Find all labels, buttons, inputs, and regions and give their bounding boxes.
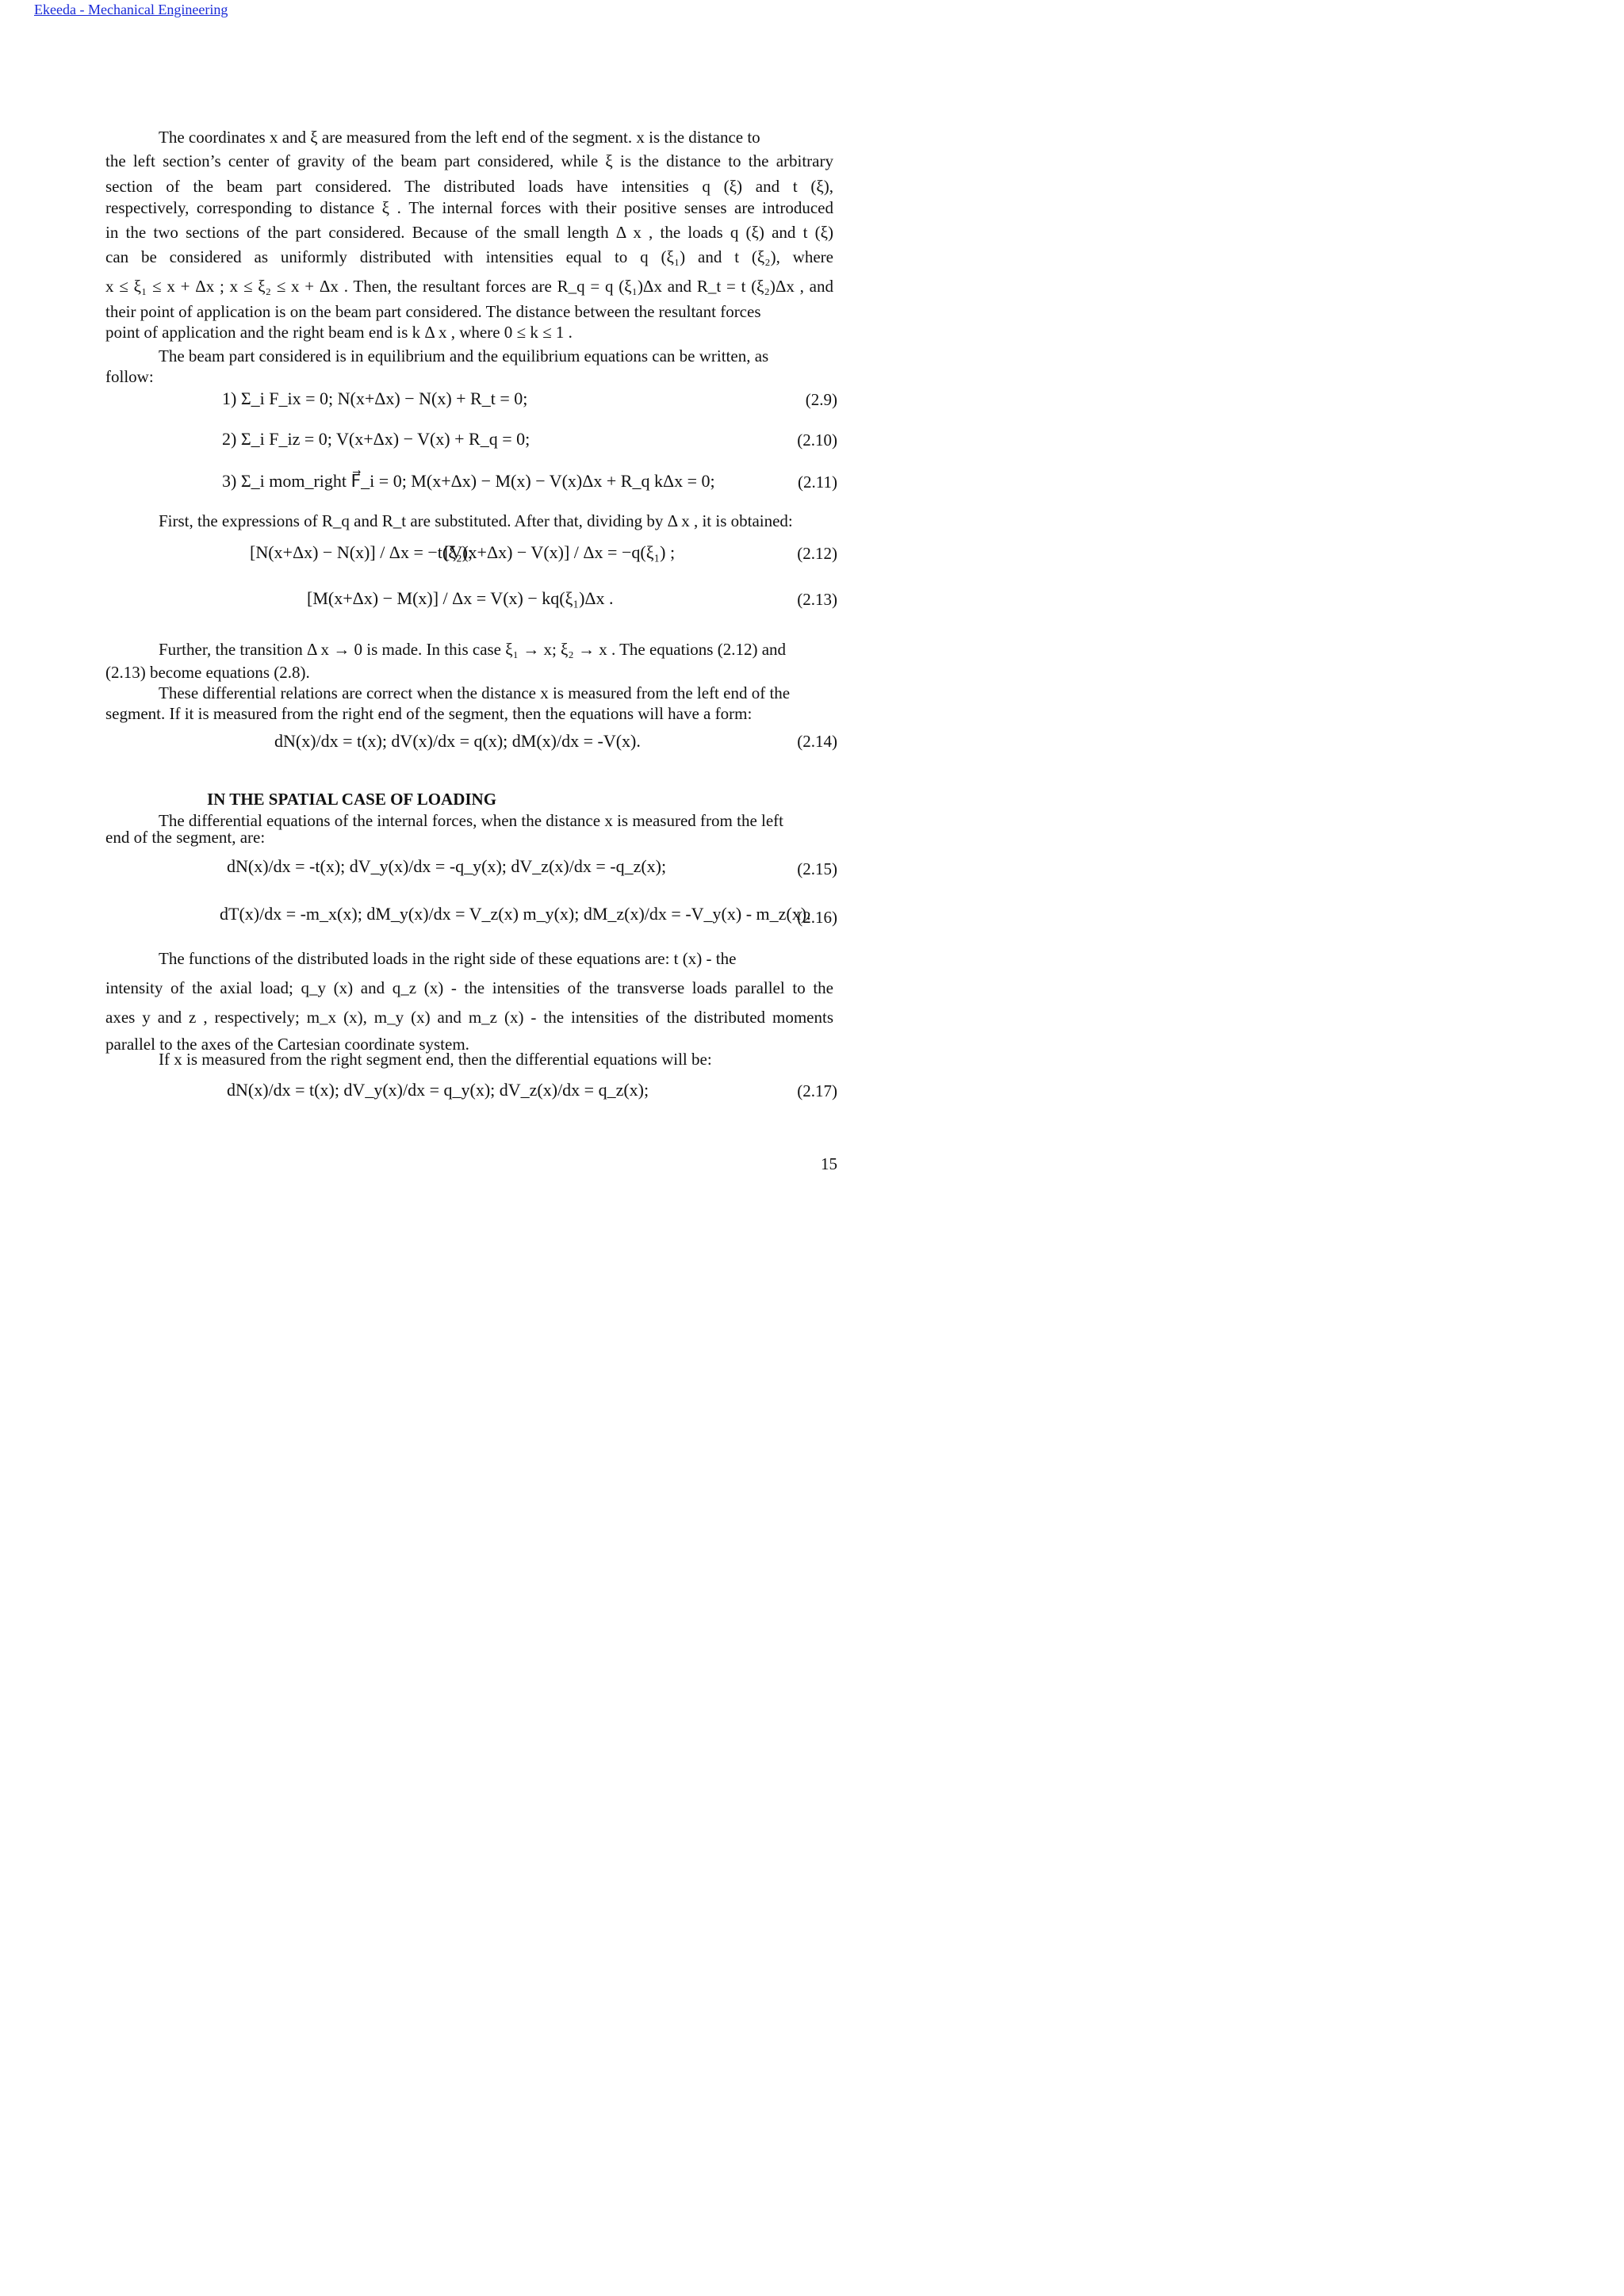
text-line: in the two sections of the part considered. Because of the small length Δ x , the loads q (ξ) and t (ξ)	[105, 223, 833, 242]
text-line: parallel to the axes of the Cartesian coordinate system.	[105, 1035, 469, 1054]
text-line: If x is measured from the right segment end, then the differential equations will be:	[159, 1050, 712, 1069]
text-line: The beam part considered is in equilibrium and the equilibrium equations can be written, as	[159, 346, 769, 365]
equation: dN(x)/dx = t(x); dV(x)/dx = q(x); dM(x)/dx = -V(x).	[274, 731, 641, 751]
text-line: The differential equations of the internal forces, when the distance x is measured from the left	[159, 811, 783, 830]
equation: [N(x+Δx) − N(x)] / Δx = −t(ξ₂);	[250, 542, 473, 562]
text-line: (2.13) become equations (2.8).	[105, 663, 310, 682]
page-number: 15	[821, 1154, 837, 1173]
equation-number: (2.17)	[797, 1081, 837, 1100]
text-line: First, the expressions of R_q and R_t are substituted. After that, dividing by Δ x , it is obtained:	[159, 511, 793, 530]
section-title: IN THE SPATIAL CASE OF LOADING	[207, 790, 497, 809]
text-line: point of application and the right beam end is k Δ x , where 0 ≤ k ≤ 1 .	[105, 323, 573, 342]
text-line: their point of application is on the beam part considered. The distance between the resultant forces	[105, 302, 761, 321]
text-line: can be considered as uniformly distributed with intensities equal to q (ξ₁) and t (ξ₂), where	[105, 247, 833, 266]
equation-number: (2.14)	[797, 732, 837, 751]
equation-number: (2.15)	[797, 859, 837, 878]
equation-number: (2.9)	[805, 390, 837, 409]
equation: [V(x+Δx) − V(x)] / Δx = −q(ξ₁) ;	[444, 542, 676, 562]
text-line: follow:	[105, 367, 154, 386]
text-line: Further, the transition Δ x → 0 is made. In this case ξ₁ → x; ξ₂ → x . The equations (2.12) and	[159, 640, 787, 659]
equation: 2) Σ_i F_iz = 0; V(x+Δx) − V(x) + R_q = 0;	[222, 429, 530, 449]
equation: dN(x)/dx = t(x); dV_y(x)/dx = q_y(x); dV_z(x)/dx = q_z(x);	[227, 1080, 649, 1100]
header-link[interactable]: Ekeeda - Mechanical Engineering	[34, 2, 228, 17]
text-line: The functions of the distributed loads in the right side of these equations are: t (x) - the	[159, 949, 737, 968]
equation-number: (2.11)	[798, 473, 837, 492]
equation-number: (2.13)	[797, 590, 837, 609]
text-line: axes y and z , respectively; m_x (x), m_y (x) and m_z (x) - the intensities of the distributed moments	[105, 1008, 833, 1027]
text-line: respectively, corresponding to distance ξ . The internal forces with their positive senses are introduced	[105, 198, 833, 217]
text-line: The coordinates x and ξ are measured from the left end of the segment. x is the distance to	[159, 128, 760, 147]
text-line: the left section’s center of gravity of the beam part considered, while ξ is the distance to the arbitrary	[105, 151, 833, 170]
equation: 1) Σ_i F_ix = 0; N(x+Δx) − N(x) + R_t = 0;	[222, 388, 528, 408]
equation: dT(x)/dx = -m_x(x); dM_y(x)/dx = V_z(x) m_y(x); dM_z(x)/dx = -V_y(x) - m_z(x).	[220, 904, 811, 924]
equation-number: (2.12)	[797, 544, 837, 563]
equation: dN(x)/dx = -t(x); dV_y(x)/dx = -q_y(x); dV_z(x)/dx = -q_z(x);	[227, 856, 667, 876]
text-line: end of the segment, are:	[105, 828, 266, 847]
text-line: section of the beam part considered. The distributed loads have intensities q (ξ) and t (ξ),	[105, 177, 833, 196]
text-line: intensity of the axial load; q_y (x) and q_z (x) - the intensities of the transverse loads parallel to the	[105, 978, 833, 997]
text-line: segment. If it is measured from the right end of the segment, then the equations will have a form:	[105, 704, 753, 723]
equation-number: (2.10)	[797, 430, 837, 450]
text-line: x ≤ ξ₁ ≤ x + Δx ; x ≤ ξ₂ ≤ x + Δx . Then, the resultant forces are R_q = q (ξ₁)Δx and R_t = t (ξ₂)Δx , and	[105, 277, 833, 296]
equation-number: (2.16)	[797, 908, 837, 927]
text-line: These differential relations are correct when the distance x is measured from the left end of the	[159, 683, 791, 702]
equation: 3) Σ_i mom_right F⃗_i = 0; M(x+Δx) − M(x) − V(x)Δx + R_q kΔx = 0;	[222, 471, 715, 491]
equation: [M(x+Δx) − M(x)] / Δx = V(x) − kq(ξ₁)Δx .	[307, 588, 614, 608]
